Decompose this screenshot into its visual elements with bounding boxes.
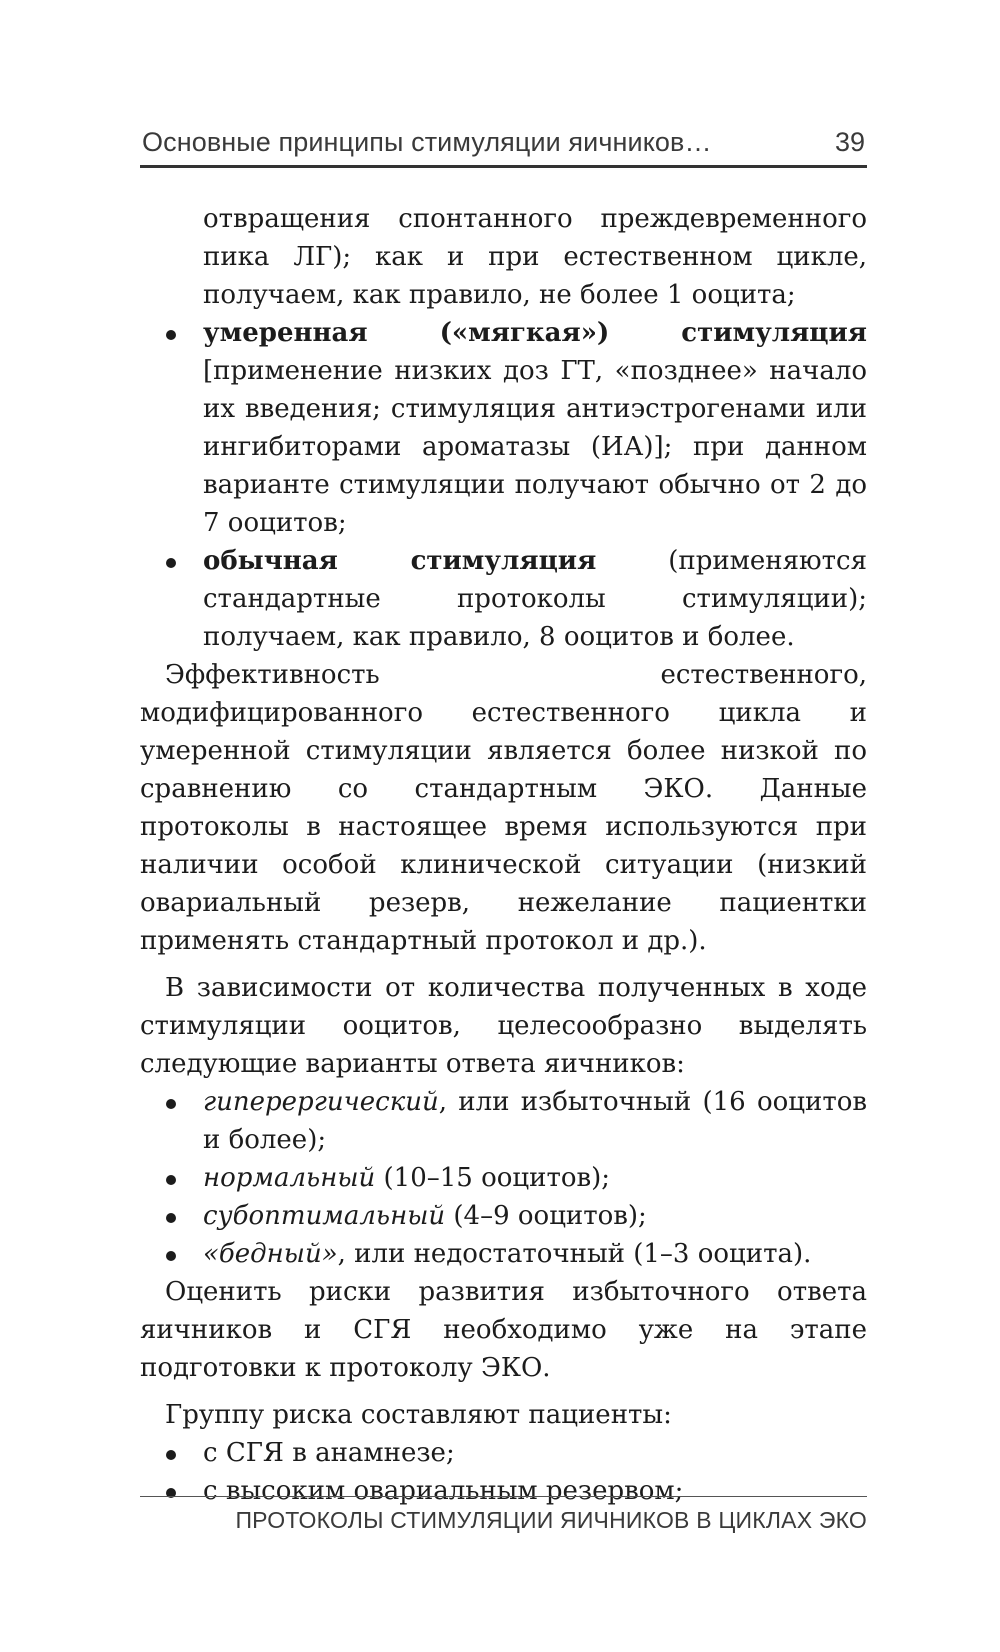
list-item-text: с СГЯ в анамнезе; [203,1438,455,1468]
bullet-icon [166,330,176,340]
bullet-icon [166,1251,176,1261]
list-item-term: умеренная («мягкая») стимуляция [203,318,867,348]
page-header [140,125,867,168]
bullet-icon [166,1213,176,1223]
list-item [140,1434,867,1472]
list-item-text: (применяются стандартные протоколы стимуляции); получаем, как правило, 8 ооцитов и более. [203,546,867,652]
list-item-text: с высоким овариальным резервом; [203,1476,684,1506]
list-item [140,1197,867,1235]
paragraph: Эффективность естественного, модифицированного естественного цикла и умеренной стимуляции является более низкой по сравнению со стандартным ЭКО. Данные протоколы в настоящее время используются при наличии особой клинической ситуации (низкий овариальный резерв, нежелание пациентки применять стандартный протокол и др.). [140,660,867,956]
list-item-text: (10–15 ооцитов); [375,1163,611,1193]
list-item-text: [применение низких доз ГТ, «позднее» начало их введения; стимуляция антиэстрогенами или ингибиторами ароматазы (ИА)]; при данном варианте стимуляции получают обычно от 2 до 7 ооцитов; [203,356,867,538]
list-item-text: (4–9 ооцитов); [445,1201,647,1231]
book-title: ПРОТОКОЛЫ СТИМУЛЯЦИИ ЯИЧНИКОВ В ЦИКЛАХ ЭКО [235,1507,867,1533]
list-item-term: нормальный [203,1163,376,1193]
list-item-term: обычная стимуляция [203,546,597,576]
bullet-icon [166,558,176,568]
list-item-term: субоптимальный [203,1201,446,1231]
list-item [140,1159,867,1197]
list-item [140,542,867,656]
paragraph: Оценить риски развития избыточного ответа яичников и СГЯ необходимо уже на этапе подготовки к протоколу ЭКО. [140,1277,867,1383]
page-body [140,200,867,1510]
stimulation-types-list [140,314,867,656]
page-footer [140,1496,867,1534]
ovarian-response-list [140,1083,867,1273]
bullet-icon [166,1175,176,1185]
list-item [140,1235,867,1273]
running-title: Основные принципы стимуляции яичников… [142,127,712,157]
list-item-term: гиперергический [203,1087,439,1117]
list-item [140,314,867,542]
list-item [140,1083,867,1159]
paragraph: Группу риска составляют пациенты: [165,1400,672,1430]
paragraph: В зависимости от количества полученных в ходе стимуляции ооцитов, целесообразно выделять следующие варианты ответа яичников: [140,973,867,1079]
bullet-icon [166,1099,176,1109]
continued-list-text: отвращения спонтанного преждевременного пика ЛГ); как и при естественном цикле, получаем, как правило, не более 1 ооцита; [203,204,867,310]
list-item-text: , или избыточный (16 ооцитов и более); [203,1087,867,1155]
list-item-term: «бедный» [203,1239,338,1269]
page-number: 39 [834,127,865,157]
bullet-icon [166,1450,176,1460]
list-item-text: , или недостаточный (1–3 ооцита). [337,1239,812,1269]
